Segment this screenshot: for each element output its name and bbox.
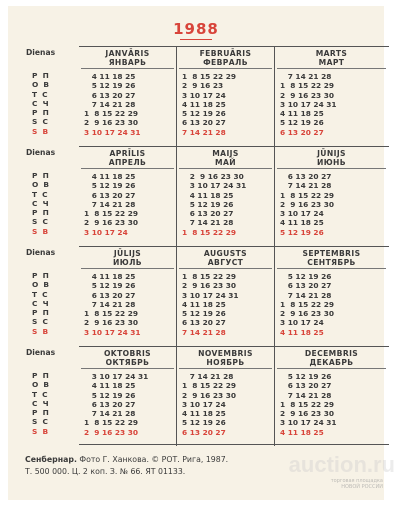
credits-title: Сенбернар. xyxy=(25,455,77,464)
weekday-label: S C xyxy=(32,417,48,427)
weekday-dates-row: 6 13 20 27 xyxy=(182,118,226,128)
month-name-latvian: JANVĀRIS xyxy=(105,49,150,58)
month-divider xyxy=(81,268,174,269)
weekday-dates-row: 5 12 19 26 xyxy=(84,281,136,291)
weekday-dates-row: 6 13 20 27 xyxy=(84,290,136,300)
weekday-dates-row: 7 14 21 28 xyxy=(182,372,234,381)
month-name-latvian: JŪNIJS xyxy=(317,149,346,158)
month-block xyxy=(275,347,388,446)
month-name-latvian: DECEMBRIS xyxy=(304,349,359,358)
month-block xyxy=(275,247,388,346)
weekday-dates-row: 4 11 18 25 xyxy=(84,72,136,81)
weekday-dates-row: 4 11 18 25 xyxy=(182,99,226,109)
weekday-label: P П xyxy=(32,271,49,280)
month-block xyxy=(177,147,275,246)
month-name-russian: АПРЕЛЬ xyxy=(108,158,147,167)
month-divider xyxy=(81,368,174,369)
month-name-latvian: APRĪLIS xyxy=(109,149,146,158)
quarter-block xyxy=(79,247,389,347)
weekday-dates-row: 1 8 15 22 29 xyxy=(182,227,237,237)
weekday-dates-row: 3 10 17 24 31 xyxy=(84,127,141,137)
watermark-sub2: НОВОЙ РОССИИ xyxy=(341,484,383,490)
weekday-dates-row: 1 8 15 22 29 xyxy=(84,109,139,119)
weekday-dates-row: 5 12 19 26 xyxy=(280,118,324,128)
month-name-russian: МАЙ xyxy=(215,158,236,167)
weekday-dates-row: 1 8 15 22 29 xyxy=(84,309,139,319)
weekday-label: T C xyxy=(32,289,48,299)
weekday-dates-row: 1 8 15 22 29 xyxy=(280,299,335,309)
weekday-dates-row: 7 14 21 28 xyxy=(84,299,136,309)
weekday-label: O В xyxy=(32,180,50,190)
weekday-dates-row: 5 12 19 26 xyxy=(182,109,226,119)
weekday-label: C Ч xyxy=(32,298,49,308)
month-block xyxy=(79,147,177,246)
weekday-dates-row: 7 14 21 28 xyxy=(182,327,226,337)
weekday-dates-row: 2 9 16 23 30 xyxy=(84,318,139,328)
month-block xyxy=(79,47,177,146)
weekday-dates-row: 1 8 15 22 29 xyxy=(84,418,139,428)
weekday-label: C Ч xyxy=(32,98,49,108)
month-block xyxy=(177,347,275,446)
weekday-labels-block xyxy=(24,346,79,445)
month-block xyxy=(177,47,275,146)
weekday-dates-row: 2 9 16 23 30 xyxy=(280,409,335,419)
weekday-dates-row: 4 11 18 25 xyxy=(84,172,136,181)
weekday-dates-row: 5 12 19 26 xyxy=(182,199,234,209)
month-name-russian: АВГУСТ xyxy=(207,258,244,267)
month-divider xyxy=(179,368,272,369)
dienas-label: Dienas xyxy=(26,248,56,257)
weekday-labels-column xyxy=(24,46,79,443)
dienas-label: Dienas xyxy=(26,148,56,157)
weekday-dates-row: 3 10 17 24 xyxy=(182,90,226,100)
month-divider xyxy=(81,68,174,69)
weekday-label: P П xyxy=(32,408,49,418)
weekday-dates-row: 7 14 21 28 xyxy=(280,181,332,191)
weekday-dates-row: 3 10 17 24 31 xyxy=(84,372,149,381)
watermark-subtext xyxy=(331,478,383,490)
weekday-dates-row: 7 14 21 28 xyxy=(182,127,226,137)
calendar-year: 1988 xyxy=(173,20,219,38)
weekday-label: S C xyxy=(32,117,48,127)
weekday-dates-row: 4 11 18 25 xyxy=(84,381,136,391)
weekday-dates-row: 4 11 18 25 xyxy=(84,272,136,281)
weekday-dates-row: 3 10 17 24 xyxy=(84,227,128,237)
month-name-russian: ИЮНЬ xyxy=(316,158,346,167)
weekday-dates-row: 3 10 17 24 31 xyxy=(280,99,337,109)
dienas-label: Dienas xyxy=(26,348,56,357)
weekday-label: P П xyxy=(32,371,49,380)
weekday-dates-row: 6 13 20 27 xyxy=(84,190,136,200)
weekday-label: P П xyxy=(32,71,49,80)
month-name-russian: СЕНТЯБРЬ xyxy=(307,258,356,267)
month-name-russian: МАРТ xyxy=(318,58,345,67)
weekday-dates-row: 6 13 20 27 xyxy=(280,172,332,181)
weekday-dates-row: 7 14 21 28 xyxy=(280,290,332,300)
weekday-dates-row: 1 8 15 22 29 xyxy=(182,72,237,81)
month-divider xyxy=(277,368,386,369)
weekday-label: S C xyxy=(32,317,48,327)
month-name-latvian: MAIJS xyxy=(212,149,239,158)
weekday-label: C Ч xyxy=(32,198,49,208)
weekday-label: O В xyxy=(32,280,50,290)
weekday-dates-row: 2 9 16 23 30 xyxy=(84,118,139,128)
calendar-card xyxy=(8,6,384,500)
weekday-dates-row: 4 11 18 25 xyxy=(280,218,324,228)
weekday-dates-row: 4 11 18 25 xyxy=(182,190,234,200)
weekday-dates-row: 2 9 16 23 30 xyxy=(280,199,335,209)
month-name-latvian: JŪLIJS xyxy=(113,249,142,258)
month-name-russian: НОЯБРЬ xyxy=(206,358,245,367)
weekday-dates-row: 7 14 21 28 xyxy=(182,218,234,228)
weekday-dates-row: 1 8 15 22 29 xyxy=(182,381,237,391)
month-name-russian: ИЮЛЬ xyxy=(113,258,142,267)
weekday-label: P П xyxy=(32,208,49,218)
weekday-dates-row: 1 8 15 22 29 xyxy=(280,190,335,200)
month-name-latvian: NOVEMBRIS xyxy=(198,349,253,358)
month-name-latvian: AUGUSTS xyxy=(203,249,248,258)
credits-line2: Т. 500 000. Ц. 2 коп. З. № 66. ЯТ 01133. xyxy=(25,467,186,476)
month-divider xyxy=(179,168,272,169)
weekday-dates-row: 7 14 21 28 xyxy=(280,390,332,400)
quarter-block xyxy=(79,347,389,446)
month-name-russian: ДЕКАБРЬ xyxy=(309,358,354,367)
weekday-labels-block xyxy=(24,246,79,345)
weekday-dates-row: 3 10 17 24 xyxy=(280,209,324,219)
weekday-dates-row: 4 11 18 25 xyxy=(280,327,324,337)
month-block xyxy=(275,147,388,246)
weekday-labels-block xyxy=(24,46,79,145)
quarter-block xyxy=(79,47,389,147)
month-block xyxy=(79,347,177,446)
month-name-russian: ФЕВРАЛЬ xyxy=(203,58,248,67)
quarter-block xyxy=(79,147,389,247)
month-divider xyxy=(277,268,386,269)
weekday-dates-row: 2 9 16 23 xyxy=(182,81,224,91)
dienas-label: Dienas xyxy=(26,48,56,57)
weekday-dates-row: 4 11 18 25 xyxy=(280,427,324,437)
weekday-dates-row: 2 9 16 23 30 xyxy=(182,390,237,400)
month-name-latvian: OKTOBRIS xyxy=(103,349,152,358)
weekday-dates-row: 6 13 20 27 xyxy=(280,281,332,291)
weekday-dates-row: 6 13 20 27 xyxy=(182,427,226,437)
month-divider xyxy=(81,168,174,169)
weekday-label: O В xyxy=(32,380,50,390)
weekday-dates-row: 5 12 19 26 xyxy=(84,81,136,91)
weekday-label: O В xyxy=(32,80,50,90)
weekday-dates-row: 3 10 17 24 31 xyxy=(182,290,239,300)
weekday-dates-row: 7 14 21 28 xyxy=(84,409,136,419)
weekday-dates-row: 7 14 21 28 xyxy=(84,99,136,109)
weekday-labels-block xyxy=(24,146,79,245)
weekday-dates-row: 5 12 19 26 xyxy=(84,390,136,400)
weekday-dates-row: 3 10 17 24 xyxy=(280,318,324,328)
weekday-dates-row: 5 12 19 26 xyxy=(280,227,324,237)
month-divider xyxy=(179,268,272,269)
weekday-label: P П xyxy=(32,171,49,180)
year-underline xyxy=(180,39,212,40)
weekday-label: T C xyxy=(32,189,48,199)
publication-credits xyxy=(25,454,228,478)
weekday-dates-row: 6 13 20 27 xyxy=(280,381,332,391)
weekday-label: S B xyxy=(32,426,49,436)
weekday-dates-row: 3 10 17 24 31 xyxy=(182,181,247,191)
weekday-dates-row: 6 13 20 27 xyxy=(280,127,324,137)
credits-line1: Фото Г. Ханкова. © РОТ. Рига, 1987. xyxy=(76,455,229,464)
weekday-label: P П xyxy=(32,108,49,118)
month-divider xyxy=(277,168,386,169)
weekday-dates-row: 2 9 16 23 30 xyxy=(182,172,244,181)
month-block xyxy=(177,247,275,346)
weekday-dates-row: 3 10 17 24 31 xyxy=(280,418,337,428)
month-block xyxy=(275,47,388,146)
weekday-label: S B xyxy=(32,326,49,336)
weekday-dates-row: 2 9 16 23 30 xyxy=(84,218,139,228)
weekday-label: P П xyxy=(32,308,49,318)
weekday-dates-row: 5 12 19 26 xyxy=(182,309,226,319)
weekday-label: S C xyxy=(32,217,48,227)
weekday-dates-row: 4 11 18 25 xyxy=(280,109,324,119)
weekday-dates-row: 4 11 18 25 xyxy=(182,409,226,419)
month-divider xyxy=(179,68,272,69)
weekday-dates-row: 7 14 21 28 xyxy=(84,199,136,209)
weekday-dates-row: 7 14 21 28 xyxy=(280,72,332,81)
month-name-russian: ЯНВАРЬ xyxy=(108,58,147,67)
weekday-dates-row: 6 13 20 27 xyxy=(182,209,234,219)
weekday-dates-row: 2 9 16 23 30 xyxy=(280,309,335,319)
weekday-label: S B xyxy=(32,126,49,136)
month-name-latvian: FEBRUĀRIS xyxy=(199,49,252,58)
month-name-latvian: SEPTEMBRIS xyxy=(302,249,361,258)
weekday-dates-row: 2 9 16 23 30 xyxy=(182,281,237,291)
weekday-dates-row: 3 10 17 24 31 xyxy=(84,327,141,337)
weekday-dates-row: 5 12 19 26 xyxy=(280,372,332,381)
month-name-latvian: MARTS xyxy=(315,49,348,58)
weekday-dates-row: 6 13 20 27 xyxy=(182,318,226,328)
weekday-dates-row: 4 11 18 25 xyxy=(182,299,226,309)
weekday-dates-row: 6 13 20 27 xyxy=(84,90,136,100)
weekday-dates-row: 5 12 19 26 xyxy=(182,418,226,428)
watermark-sub1: торговая площадка xyxy=(330,478,383,484)
watermark-logo: auction.ru xyxy=(288,452,395,477)
months-grid xyxy=(79,46,389,445)
weekday-dates-row: 1 8 15 22 29 xyxy=(280,81,335,91)
weekday-label: T C xyxy=(32,389,48,399)
month-block xyxy=(79,247,177,346)
weekday-label: T C xyxy=(32,89,48,99)
weekday-label: C Ч xyxy=(32,398,49,408)
weekday-dates-row: 1 8 15 22 29 xyxy=(182,272,237,281)
weekday-dates-row: 5 12 19 26 xyxy=(280,272,332,281)
weekday-dates-row: 1 8 15 22 29 xyxy=(84,209,139,219)
month-name-russian: ОКТЯБРЬ xyxy=(105,358,150,367)
weekday-dates-row: 6 13 20 27 xyxy=(84,399,136,409)
weekday-dates-row: 2 9 16 23 30 xyxy=(84,427,139,437)
weekday-dates-row: 2 9 16 23 30 xyxy=(280,90,335,100)
weekday-label: S B xyxy=(32,226,49,236)
month-divider xyxy=(277,68,386,69)
weekday-dates-row: 3 10 17 24 xyxy=(182,399,226,409)
weekday-dates-row: 5 12 19 26 xyxy=(84,181,136,191)
weekday-dates-row: 1 8 15 22 29 xyxy=(280,399,335,409)
